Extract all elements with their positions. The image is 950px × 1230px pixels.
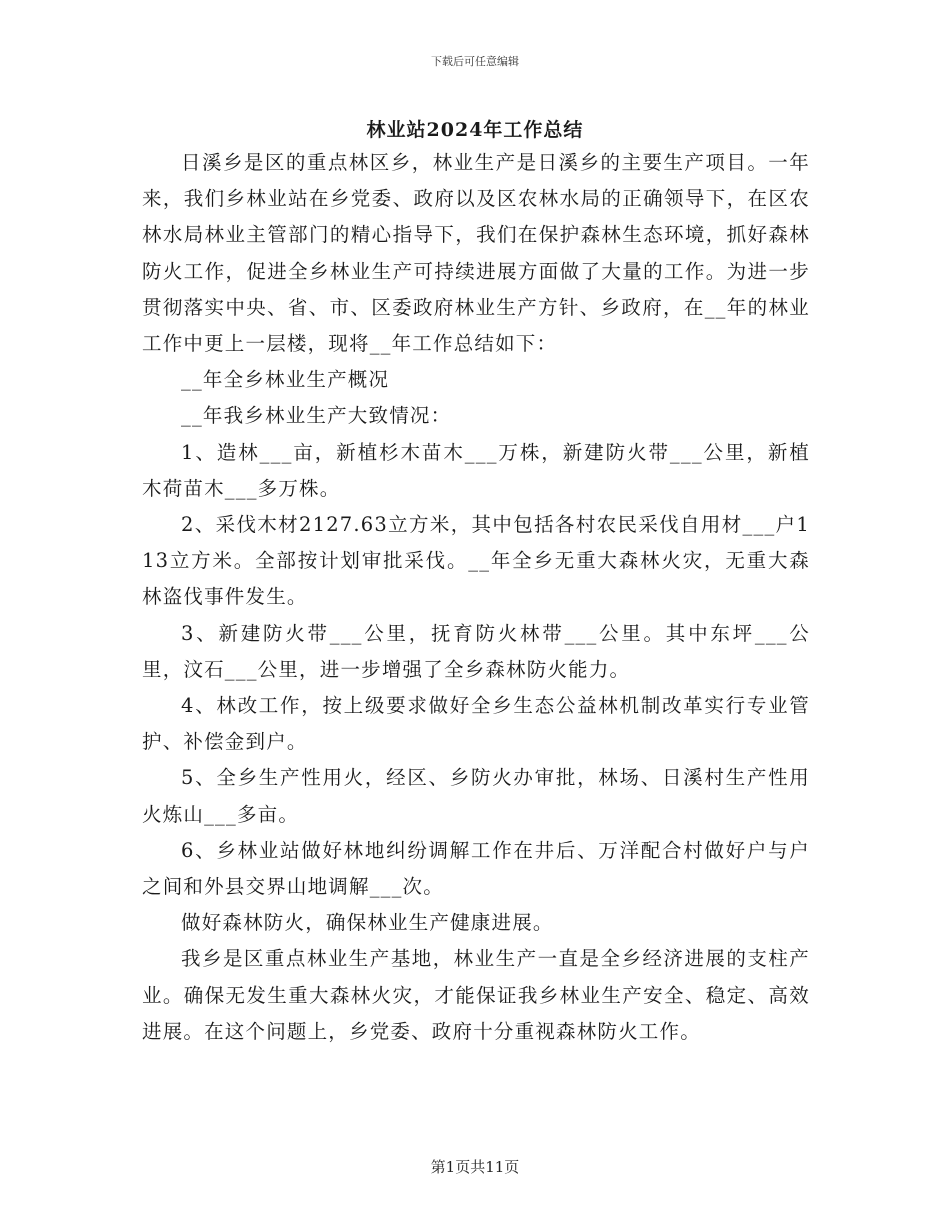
paragraph-item-1: 1、造林___亩，新植杉木苗木___万株，新建防火带___公里，新植木荷苗木___多万株。 bbox=[142, 440, 810, 500]
paragraph-section-heading: __年全乡林业生产概况 bbox=[181, 368, 390, 392]
paragraph-item-4: 4、林改工作，按上级要求做好全乡生态公益林机制改革实行专业管护、补偿金到户。 bbox=[142, 694, 810, 754]
paragraph-fire-body: 我乡是区重点林业生产基地，林业生产一直是全乡经济进展的支柱产业。确保无发生重大森林火灾，才能保证我乡林业生产安全、稳定、高效进展。在这个问题上，乡党委、政府十分重视森林防火工作。 bbox=[142, 947, 810, 1043]
page-footer: 第1页共11页 bbox=[430, 1158, 520, 1176]
document-title: 林业站2024年工作总结 bbox=[366, 119, 584, 141]
paragraph-item-6: 6、乡林业站做好林地纠纷调解工作在井后、万洋配合村做好户与户之间和外县交界山地调解___次。 bbox=[142, 838, 810, 899]
paragraph-item-2: 2、采伐木材2127.63立方米，其中包括各村农民采伐自用材___户113立方米。全部按计划审批采伐。__年全乡无重大森林火灾，无重大森林盗伐事件发生。 bbox=[142, 513, 810, 609]
header-note: 下载后可任意编辑 bbox=[431, 55, 519, 68]
document-body bbox=[142, 145, 810, 1050]
paragraph-overview: __年我乡林业生产大致情况： bbox=[181, 404, 452, 428]
paragraph-fire-heading: 做好森林防火，确保林业生产健康进展。 bbox=[181, 911, 554, 935]
paragraph-intro: 日溪乡是区的重点林区乡，林业生产是日溪乡的主要生产项目。一年来，我们乡林业站在乡党委、政府以及区农林水局的正确领导下，在区农林水局林业主管部门的精心指导下，我们在保护森林生态环境，抓好森林防火工作，促进全乡林业生产可持续进展方面做了大量的工作。为进一步贯彻落实中央、省、市、区委政府林业生产方针、乡政府，在__年的林业工作中更上一层楼，现将__年工作总结如下： bbox=[142, 151, 810, 356]
paragraph-item-3: 3、新建防火带___公里，抚育防火林带___公里。其中东坪___公里，汶石___公里，进一步增强了全乡森林防火能力。 bbox=[142, 621, 810, 681]
paragraph-item-5: 5、全乡生产性用火，经区、乡防火办审批，林场、日溪村生产性用火炼山___多亩。 bbox=[142, 766, 810, 826]
